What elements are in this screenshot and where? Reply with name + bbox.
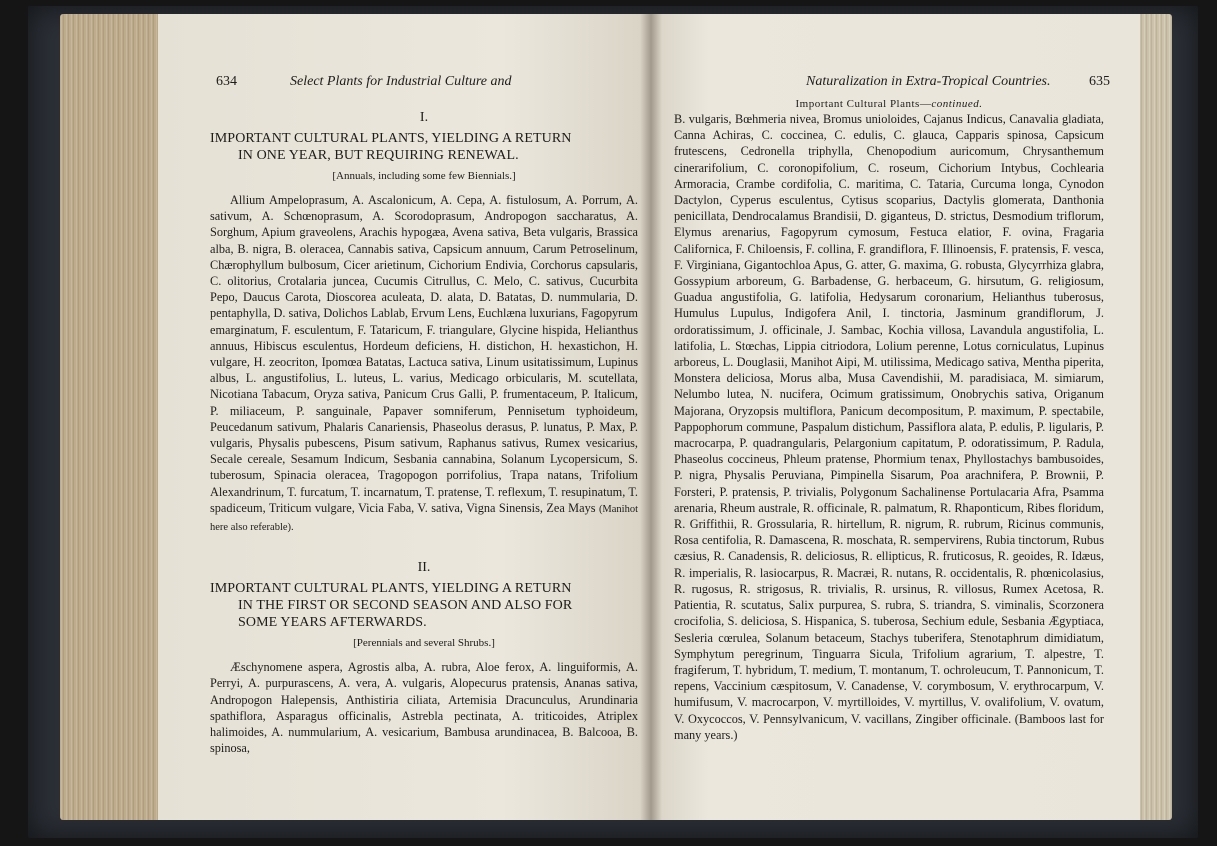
section-2-title-line-2: IN THE FIRST OR SECOND SEASON AND ALSO FOR <box>238 598 573 614</box>
page-edges-right <box>1138 14 1172 820</box>
right-page-body: B. vulgaris, Bœhmeria nivea, Bromus unioloides, Cajanus Indicus, Canavalia gladiata, Canna Achiras, C. coccinea, C. edulis, C. glauca, Capparis spinosa, Capsicum frutescens, Cedronella triphylla, Chenopodium auricomum, Chrysanthemum cinerarifolium, C. coronopifolium, C. roseum, Cichorium Intybus, Cochlearia Armoracia, Crambe cordifolia, C. maritima, C. Tataria, Curcuma longa, Cynodon Dactylon, Cyperus esculentus, Cytisus scoparius, Dactylis glomerata, Danthonia penicillata, Dendrocalamus Brandisii, D. giganteus, D. strictus, Desmodium triflorum, Elymus arenarius, Fagopyrum cymosum, Festuca elatior, F. ovina, Fragaria Californica, F. Chiloensis, F. collina, F. grandiflora, F. Illinoensis, F. pratensis, F. vesca, F. Virginiana, Gigantochloa Apus, G. atter, G. maxima, G. robusta, Glycyrrhiza glabra, Gossypium arboreum, G. Barbadense, G. herbaceum, G. hirsutum, G. religiosum, Guadua angustifolia, G. latifolia, Hedysarum coronarium, Helianthus tuberosus, Humulus Lupulus, Indigofera Anil, I. tinctoria, Jasminum grandiflorum, J. ordoratissimum, J. officinale, J. Sambac, Kochia villosa, Lavandula angustifolia, L. latifolia, L. Stœchas, Lippia citriodora, Lolium perenne, Lotus corniculatus, Lupinus arboreus, L. Douglasii, Manihot Aipi, M. utilissima, Medicago sativa, Mentha piperita, Monstera deliciosa, Morus alba, Musa Cavendishii, M. paradisiaca, M. simiarum, Nelumbo lutea, N. nucifera, Ocimum gratissimum, Onobrychis sativa, Origanum Majorana, Oryzopsis multiflora, Panicum decompositum, P. maximum, P. spectabile, Pappophorum commune, Paspalum distichum, Passiflora alata, P. edulis, P. ligularis, P. macrocarpa, P. quadrangularis, Pelargonium capitatum, P. odoratissimum, P. Radula, Phaseolus coccineus, Phleum pratense, Phormium tenax, Phyllostachys bambusoides, P. nigra, Physalis Peruviana, Pimpinella Sisarum, Poa arachnifera, P. Brownii, P. Forsteri, P. pratensis, P. trivialis, Polygonum Sachalinense Portulacaria Afra, Psamma arenaria, Rheum australe, R. officinale, R. palmatum, R. Rhaponticum, Ribes floridum, R. Griffithii, R. Grossularia, R. hirtellum, R. nigrum, R. rubrum, Ricinus communis, Rosa centifolia, R. Damascena, R. moschata, R. sempervirens, Rubia tinctorum, Rubus cæsius, R. Canadensis, R. deliciosus, R. ellipticus, R. fruticosus, R. geoides, R. Idæus, R. imperialis, R. lasiocarpus, R. Macræi, R. nutans, R. occidentalis, R. phœnicolasius, R. rugosus, R. strigosus, R. trivialis, R. ursinus, R. villosus, Rumex Acetosa, R. Patientia, R. scutatus, Salix purpurea, S. rubra, S. triandra, S. viminalis, Scorzonera crocifolia, S. deliciosa, S. Hispanica, S. tuberosa, Sechium edule, Sesbania Ægyptiaca, Sesleria cœrulea, Solanum betaceum, Stachys tuberifera, Stenotaphrum dimidiatum, Symphytum peregrinum, Tinguarra Sicula, Trifolium agrarium, T. alpestre, T. fragiferum, T. hybridum, T. medium, T. montanum, T. ochroleucum, T. Pannonicum, T. repens, Vaccinium cæspitosum, V. Canadense, V. corymbosum, V. erythrocarpum, V. humifusum, V. macrocarpon, V. myrtilloides, V. myrtillus, V. ovalifolium, V. ovatum, V. Oxycoccos, V. Pennsylvanicum, V. vacillans, Zingiber officinale. (Bamboos last for many years.) <box>674 112 1104 742</box>
section-1-body <box>210 192 638 536</box>
section-1-title-line-1: IMPORTANT CULTURAL PLANTS, YIELDING A RETURN <box>210 131 572 146</box>
continued-heading-text: Important Cultural Plants— <box>795 98 932 110</box>
section-2-number: II. <box>417 560 431 576</box>
right-running-head <box>674 74 1110 96</box>
section-1-subtitle: [Annuals, including some few Biennials.] <box>332 170 516 182</box>
book-gutter <box>640 14 662 820</box>
section-1-title-line-2: IN ONE YEAR, BUT REQUIRING RENEWAL. <box>238 148 519 163</box>
left-page <box>158 14 650 820</box>
continued-heading <box>674 98 1104 110</box>
right-page-number: 635 <box>1089 74 1110 89</box>
section-2-title-line-1: IMPORTANT CULTURAL PLANTS, YIELDING A RETURN <box>210 581 572 597</box>
section-1-number: I. <box>419 110 429 125</box>
section-1-title <box>210 130 638 164</box>
section-2-title <box>210 580 638 631</box>
page-edges-left <box>60 14 162 820</box>
section-2-body: Æschynomene aspera, Agrostis alba, A. rubra, Aloe ferox, A. linguiformis, A. Perryi, A. purpurascens, A. vera, A. vulgaris, Alopecurus pratensis, Ananas sativa, Andropogon Halepensis, Anthistiria ciliata, Artemisia Dracunculus, Arundinaria spathiflora, Asparagus officinalis, Astrebla pectinata, A. triticoides, Atriplex halimoides, A. nummularium, A. vesicarium, Bambusa arundinacea, B. Balcooa, B. spinosa, <box>210 660 638 756</box>
section-2-title-line-3: SOME YEARS AFTERWARDS. <box>238 615 427 631</box>
right-page <box>650 14 1140 820</box>
section-1-species-list: Allium Ampeloprasum, A. Ascalonicum, A. Cepa, A. fistulosum, A. Porrum, A. sativum, A. Schœnoprasum, A. Scorodoprasum, Andropogon saccharatus, A. Sorghum, Apium graveolens, Arachis hypogæa, Avena sativa, Beta vulgaris, Brassica alba, B. nigra, B. oleracea, Cannabis sativa, Capsicum annuum, Carum Petroselinum, Chærophyllum bulbosum, Cicer arietinum, Cichorium Endivia, Corchorus capsularis, C. olitorius, Crotalaria juncea, Cucumis Citrullus, C. Melo, C. sativus, Cucurbita Pepo, Daucus Carota, Dioscorea aculeata, D. alata, D. Batatas, D. nummularia, D. pentaphylla, D. sativa, Dolichos Lablab, Ervum Lens, Euchlæna luxurians, Fagopyrum emarginatum, F. esculentum, F. Tataricum, F. triangulare, Glycine hispida, Helianthus annuus, Hibiscus esculentus, Hordeum deficiens, H. distichon, H. hexastichon, H. vulgare, H. zeocriton, Ipomœa Batatas, Lactuca sativa, Linum usitatissimum, Lupinus albus, L. angustifolius, L. luteus, L. varius, Medicago orbicularis, M. scutellata, Nicotiana Tabacum, Oryza sativa, Panicum Crus Galli, P. frumentaceum, P. Italicum, P. miliaceum, P. sanguinale, Papaver somniferum, Pennisetum typhoideum, Peucedanum sativum, Phalaris Canariensis, Phaseolus derasus, P. lunatus, P. Max, P. vulgaris, Physalis pubescens, Pisum sativum, Raphanus sativus, Rumex vesicarius, Secale cereale, Sesamum Indicum, Sesbania cannabina, Solanum Lycopersicum, S. tuberosum, Spinacia oleracea, Tragopogon porrifolius, Trapa natans, Trifolium Alexandrinum, T. furcatum, T. incarnatum, T. pratense, T. reflexum, T. resupinatum, T. spadiceum, Triticum vulgare, Vicia Faba, V. sativa, Vigna Sinensis, Zea Mays <box>210 193 638 515</box>
left-running-title: Select Plants for Industrial Culture and <box>290 74 512 89</box>
section-2-subtitle: [Perennials and several Shrubs.] <box>353 637 495 650</box>
left-running-head <box>210 74 638 96</box>
left-page-number: 634 <box>216 74 237 89</box>
right-running-title: Naturalization in Extra-Tropical Countries. <box>806 74 1051 89</box>
section-1-note: (Manihot here also referable). <box>210 503 639 534</box>
continued-word: continued. <box>931 98 983 110</box>
